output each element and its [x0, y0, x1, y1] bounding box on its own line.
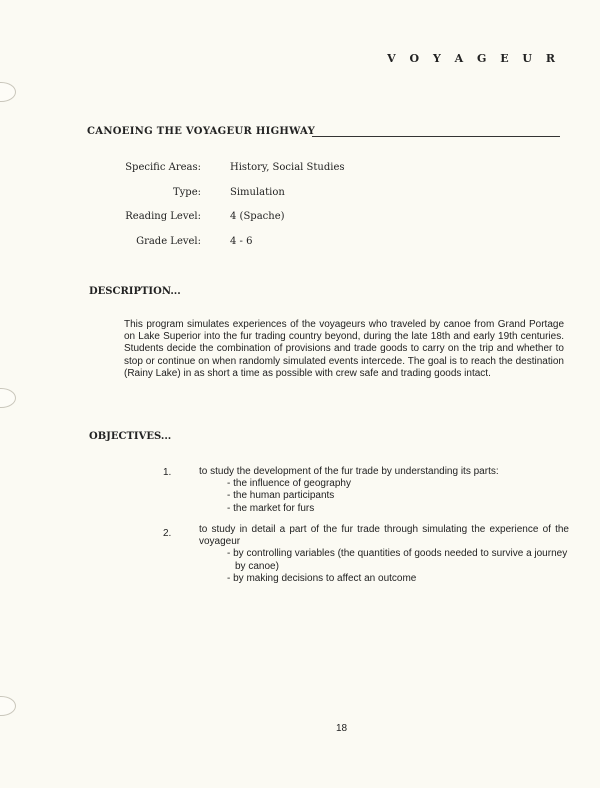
program-info-table [110, 162, 410, 260]
program-title: CANOEING THE VOYAGEUR HIGHWAY [87, 126, 316, 137]
info-value: Simulation [230, 186, 285, 198]
header-title: V O Y A G E U R [387, 52, 560, 65]
info-label: Grade Level: [136, 235, 201, 247]
objective-item-1 [199, 466, 569, 515]
info-label: Specific Areas: [125, 162, 201, 173]
objective-sub-item: - by controlling variables (the quantities of goods needed to survive a journey by canoe) [227, 548, 568, 572]
objective-sub-list [199, 548, 569, 585]
objective-sub-item: - the human participants [227, 490, 335, 502]
objective-sub-item: - the influence of geography [227, 478, 351, 490]
info-value: 4 (Spache) [230, 211, 285, 222]
info-row-type [110, 187, 410, 212]
page-number: 18 [335, 723, 348, 734]
objective-sub-item: - by making decisions to affect an outcome [227, 572, 417, 584]
binder-hole [0, 388, 16, 408]
objective-number: 1. [163, 467, 172, 478]
title-underline [312, 136, 560, 137]
objective-text: to study in detail a part of the fur trade through simulating the experience of the voyageur [199, 524, 569, 548]
info-row-reading-level [110, 211, 410, 236]
info-row-grade-level [110, 236, 410, 261]
objective-item-2 [199, 524, 569, 585]
info-label: Reading Level: [125, 211, 201, 222]
objective-number: 2. [163, 528, 172, 539]
objectives-heading: OBJECTIVES... [89, 431, 172, 442]
description-heading: DESCRIPTION... [89, 286, 181, 297]
objective-sub-list [199, 478, 569, 515]
description-text: This program simulates experiences of the voyageurs who traveled by canoe from Grand Portage on Lake Superior into the fur trading country beyond, during the late 18th and early 19th centuries. Students decide the combination of provisions and trade goods to carry on the trip and whether to stop or continue on when randomly simulated events intercede. The goal is to reach the destination (Rainy Lake) in as short a time as possible with crew safe and trading goods intact. [124, 319, 564, 379]
binder-hole [0, 696, 16, 716]
objective-text: to study the development of the fur trade by understanding its parts: [199, 466, 499, 477]
info-row-specific-areas [110, 162, 410, 187]
binder-hole [0, 82, 16, 102]
objective-sub-item: - the market for furs [227, 502, 315, 514]
info-value: 4 - 6 [230, 235, 253, 247]
info-label: Type: [172, 186, 201, 198]
info-value: History, Social Studies [230, 162, 345, 173]
